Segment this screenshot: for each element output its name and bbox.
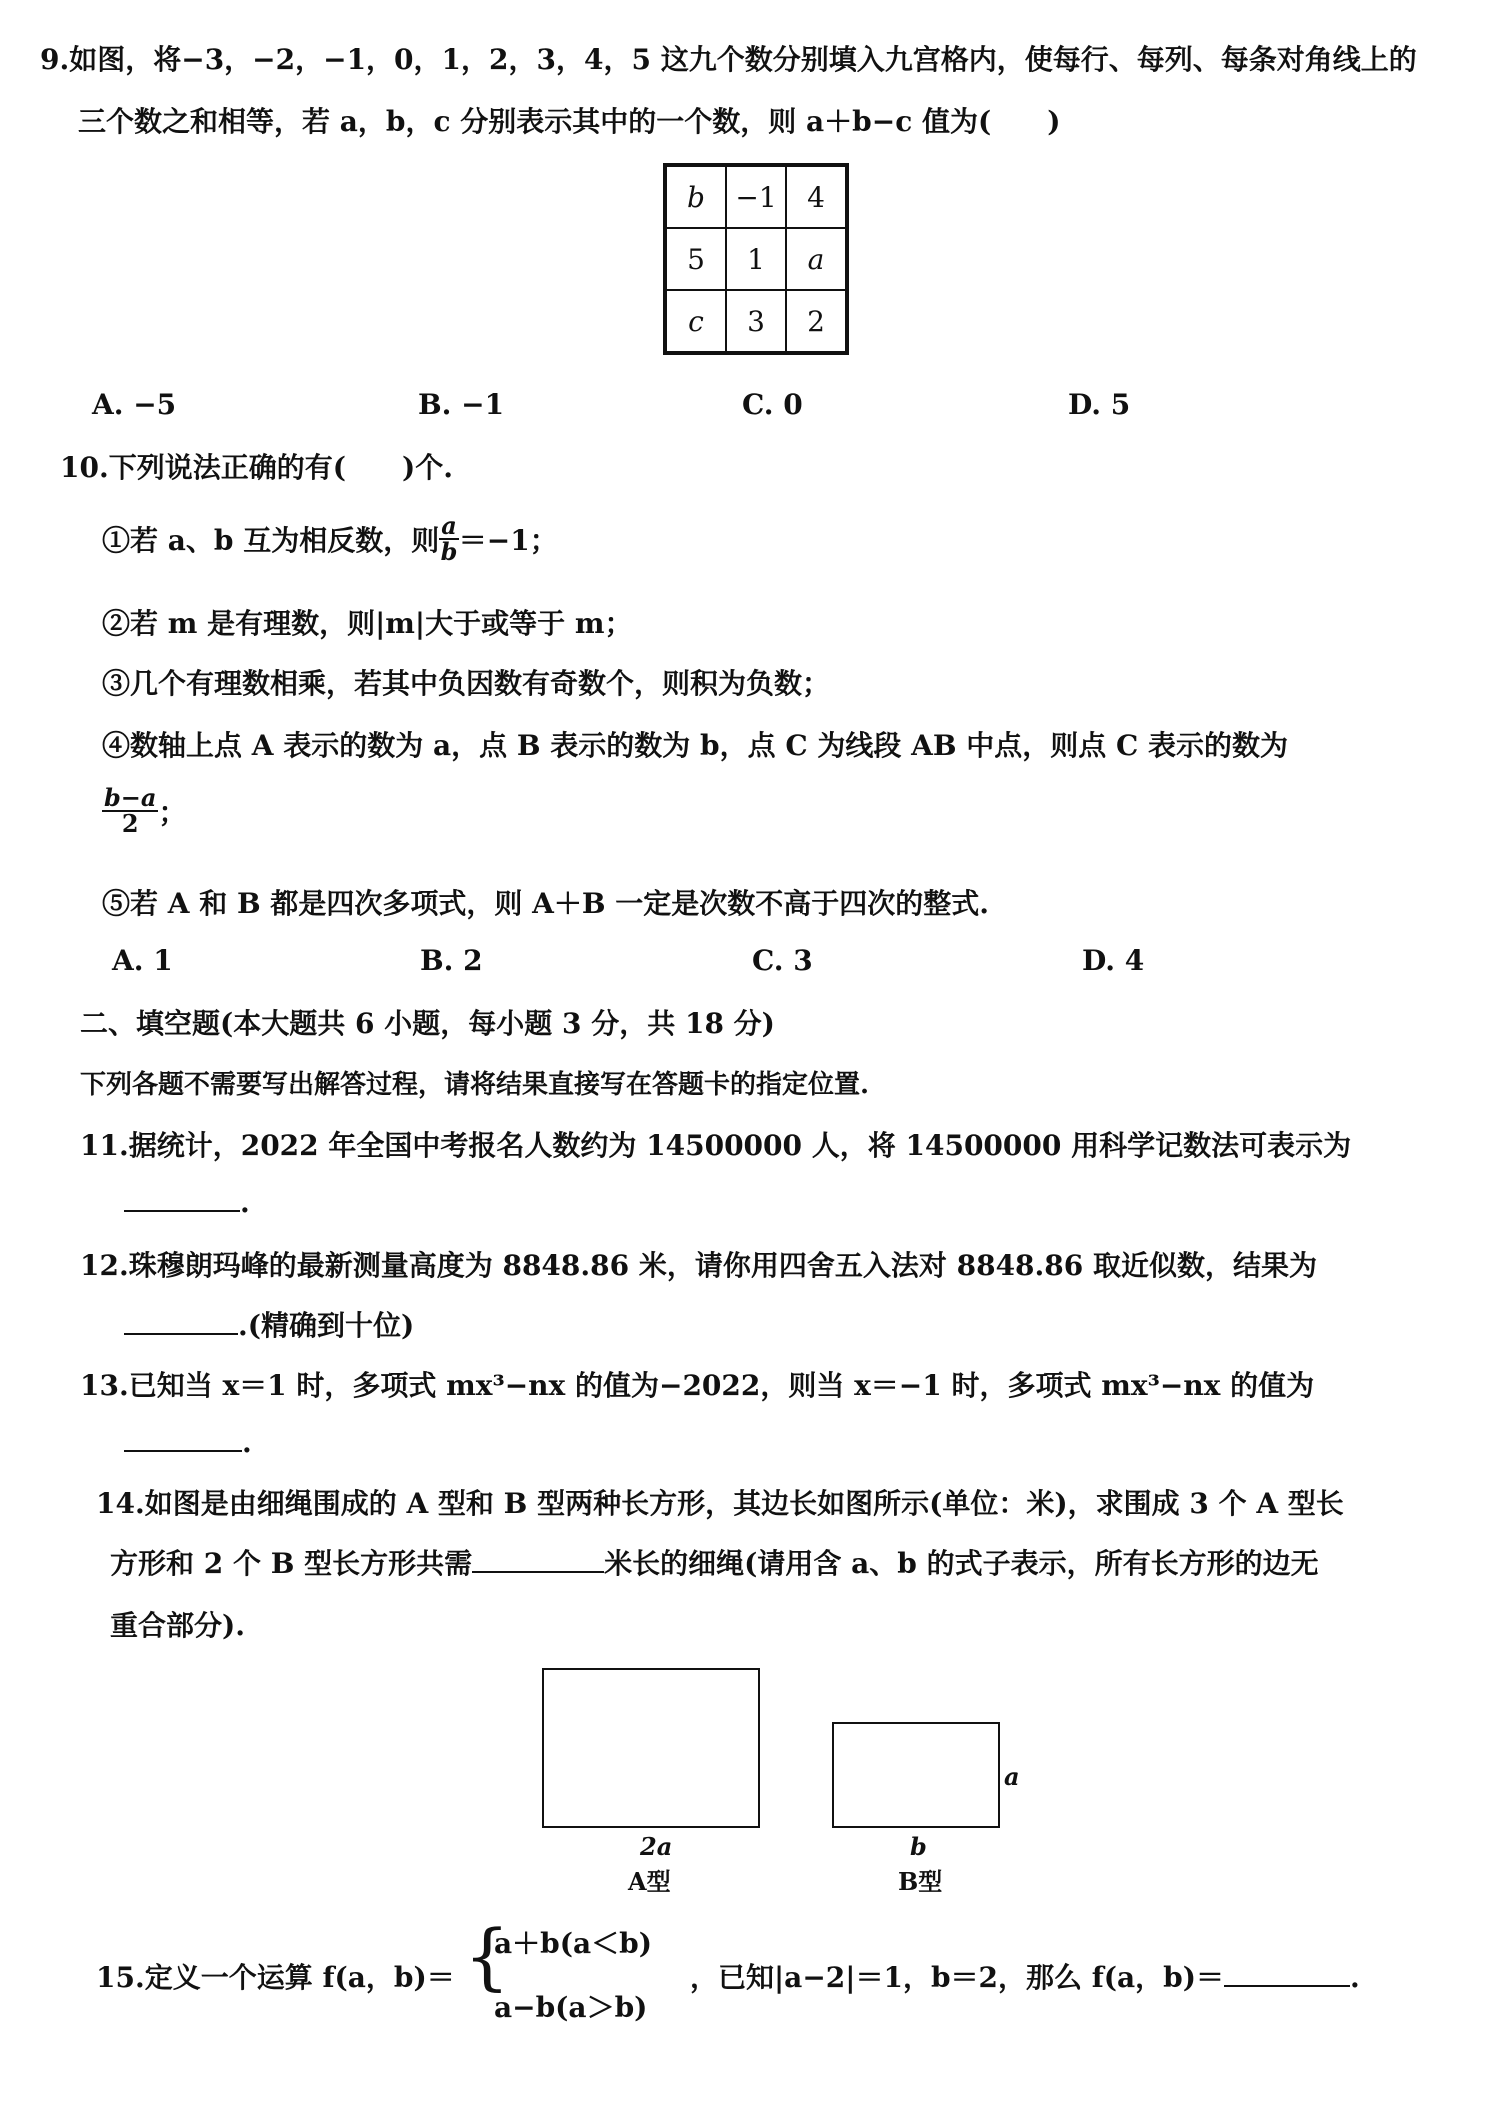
q10-option-d: D. 4 <box>1082 944 1145 977</box>
q9-stem-line1: 9.如图，将−3，−2，−1，0，1，2，3，4，5 这九个数分别填入九宫格内，使每行、每列、每条对角线上的 <box>40 43 1417 76</box>
q10-statement-2: ②若 m 是有理数，则|m|大于或等于 m； <box>102 607 633 640</box>
grid-cell: 3 <box>726 290 786 352</box>
fraction-numerator: b−a <box>104 783 157 812</box>
grid-cell: b <box>666 166 726 228</box>
q15-case-1: a＋b(a＜b) <box>494 1927 652 1960</box>
grid-cell: 1 <box>726 228 786 290</box>
section-2-title: 二、填空题(本大题共 6 小题，每小题 3 分，共 18 分) <box>80 1007 775 1040</box>
section-2-note: 下列各题不需要写出解答过程，请将结果直接写在答题卡的指定位置. <box>80 1070 870 1100</box>
q14-line2-post: 米长的细绳(请用含 a、b 的式子表示，所有长方形的边无 <box>604 1547 1319 1580</box>
nine-grid <box>663 163 849 355</box>
answer-blank[interactable] <box>1224 1959 1350 1987</box>
q9-option-b: B. −1 <box>418 388 505 421</box>
q11-end: . <box>240 1186 250 1219</box>
q15-end: . <box>1350 1961 1360 1994</box>
fraction-denominator: b <box>440 537 458 566</box>
answer-blank[interactable] <box>124 1424 242 1452</box>
q10-option-a: A. 1 <box>112 944 173 977</box>
q10-statement-3: ③几个有理数相乘，若其中负因数有奇数个，则积为负数； <box>102 667 831 700</box>
grid-cell: −1 <box>726 166 786 228</box>
q14-stem-line2 <box>110 1542 1319 1582</box>
rectangle-b-label: B型 <box>898 1867 943 1896</box>
answer-blank[interactable] <box>472 1545 604 1573</box>
q9-option-d: D. 5 <box>1068 388 1131 421</box>
q10-option-b: B. 2 <box>420 944 483 977</box>
rectangle-a-label: A型 <box>628 1867 671 1896</box>
q10-option-c: C. 3 <box>752 944 813 977</box>
q9-option-c: C. 0 <box>742 388 803 421</box>
rectangle-a-side-label: 2a <box>640 1832 673 1861</box>
q10-s4-answer <box>102 783 187 838</box>
q15-condition <box>690 1956 1360 1996</box>
q10-s4-tail: ； <box>158 796 187 829</box>
q15-definition: 15.定义一个运算 f(a，b)＝ <box>96 1961 455 1994</box>
q10-s1-tail: ＝−1； <box>458 524 558 557</box>
grid-cell: 5 <box>666 228 726 290</box>
q14-stem-line1: 14.如图是由细绳围成的 A 型和 B 型两种长方形，其边长如图所示(单位：米)，求围成 3 个 A 型长 <box>96 1487 1344 1520</box>
q9-option-a: A. −5 <box>92 388 177 421</box>
rectangle-b <box>832 1722 1000 1828</box>
q10-stem: 10.下列说法正确的有( )个. <box>60 451 453 484</box>
answer-blank[interactable] <box>124 1307 238 1335</box>
q10-statement-1 <box>102 511 558 566</box>
piecewise-brace: { <box>464 1914 510 1998</box>
q13-end: . <box>242 1426 252 1459</box>
fraction-numerator: a <box>441 511 457 540</box>
q11-stem: 11.据统计，2022 年全国中考报名人数约为 14500000 人，将 14500000 用科学记数法可表示为 <box>80 1129 1352 1162</box>
q10-statement-4: ④数轴上点 A 表示的数为 a，点 B 表示的数为 b，点 C 为线段 AB 中点，则点 C 表示的数为 <box>102 729 1289 762</box>
q15-condition-text: ，已知|a−2|＝1，b＝2，那么 f(a，b)＝ <box>690 1961 1225 1994</box>
q11-answer-line <box>124 1184 250 1219</box>
rectangle-b-height-label: a <box>1004 1762 1020 1791</box>
grid-cell: a <box>786 228 846 290</box>
q10-statement-5: ⑤若 A 和 B 都是四次多项式，则 A＋B 一定是次数不高于四次的整式. <box>102 887 990 920</box>
q13-stem: 13.已知当 x＝1 时，多项式 mx³−nx 的值为−2022，则当 x＝−1 时，多项式 mx³−nx 的值为 <box>80 1369 1315 1402</box>
q13-answer-line <box>124 1424 252 1459</box>
q9-stem-line2: 三个数之和相等，若 a，b，c 分别表示其中的一个数，则 a＋b−c 值为( ) <box>78 105 1061 138</box>
q10-s1-fraction <box>439 511 459 566</box>
grid-cell: 4 <box>786 166 846 228</box>
q14-stem-line3: 重合部分). <box>110 1609 245 1642</box>
grid-cell: c <box>666 290 726 352</box>
rectangle-a <box>542 1668 760 1828</box>
q12-end: .(精确到十位) <box>238 1309 415 1342</box>
q10-s1-text: ①若 a、b 互为相反数，则 <box>102 524 440 557</box>
q12-stem: 12.珠穆朗玛峰的最新测量高度为 8848.86 米，请你用四舍五入法对 8848.86 取近似数，结果为 <box>80 1249 1317 1282</box>
q12-answer-line <box>124 1304 414 1344</box>
grid-cell: 2 <box>786 290 846 352</box>
q15-case-2: a−b(a＞b) <box>494 1991 648 2024</box>
q10-s4-fraction <box>102 783 158 838</box>
answer-blank[interactable] <box>124 1184 240 1212</box>
q14-line2-pre: 方形和 2 个 B 型长方形共需 <box>110 1547 473 1580</box>
fraction-denominator: 2 <box>121 809 139 838</box>
rectangle-b-side-label: b <box>910 1832 927 1861</box>
